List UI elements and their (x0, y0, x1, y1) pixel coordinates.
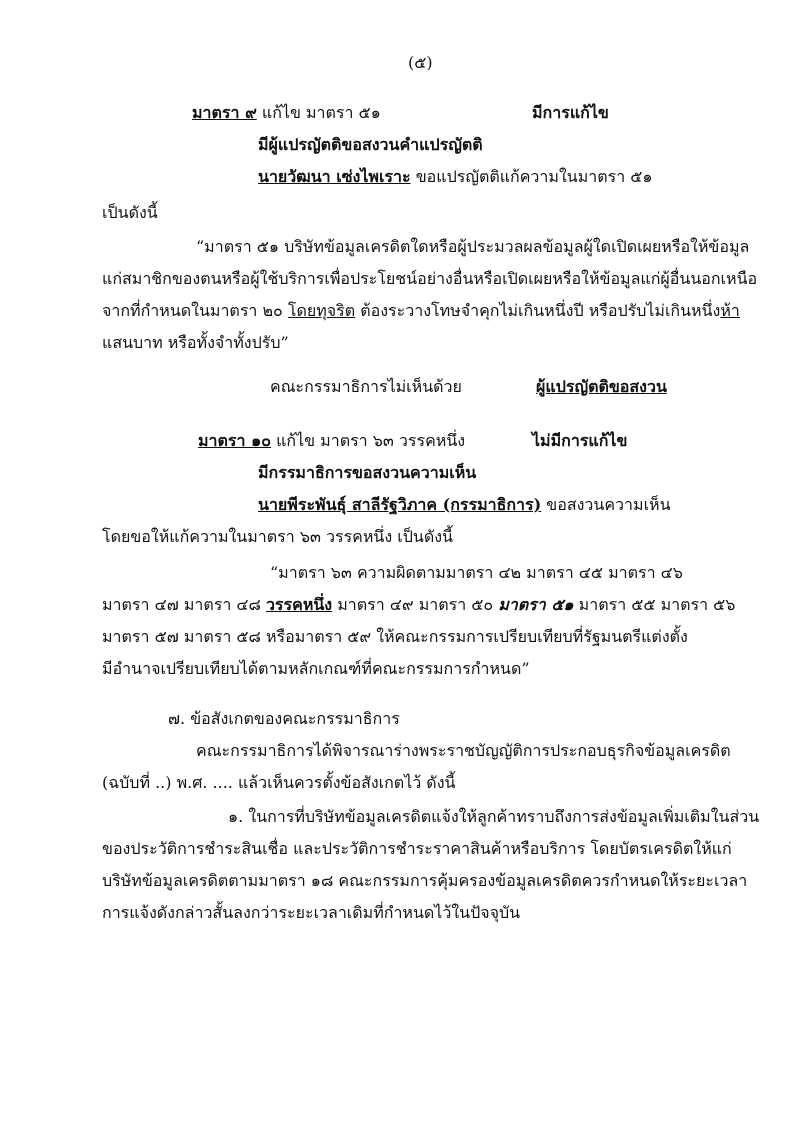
sec10-person-line (258, 494, 671, 516)
sec10-request: โดยขอให้แก้ความในมาตรา ๖๓ วรรคหนึ่ง เป็นดังนี้ (102, 527, 453, 546)
sec9-quote-line: “มาตรา ๕๑ บริษัทข้อมูลเครดิตใดหรือผู้ประมวลผลข้อมูลผู้ใดเปิดเผยหรือให้ข้อมูล (196, 237, 750, 256)
page-number: (๕) (408, 53, 433, 72)
sec10-person-suffix: ขอสงวนความเห็น (546, 495, 671, 514)
sec7-intro: คณะกรรมาธิการได้พิจารณาร่างพระราชบัญญัติการประกอบธุรกิจข้อมูลเครดิต (196, 741, 731, 760)
quote-struck: มาตรา ๕๑ (498, 595, 574, 614)
sec9-committee-right: ผู้แปรญัตติขอสงวน (536, 377, 667, 396)
sec9-reservation: มีผู้แปรญัตติขอสงวนคำแปรญัตติ (258, 135, 483, 154)
sec9-label: มาตรา ๙ (192, 103, 257, 122)
sec7-intro: (ฉบับที่ ..) พ.ศ. .... แล้วเห็นควรตั้งข้อสังเกตไว้ ดังนี้ (102, 773, 456, 792)
quote-text: มาตรา ๔๙ มาตรา ๕๐ (332, 595, 499, 614)
sec7-heading: ๗. ข้อสังเกตของคณะกรรมาธิการ (168, 709, 400, 728)
sec7-item-line: ๑. ในการที่บริษัทข้อมูลเครดิตแจ้งให้ลูกค้าทราบถึงการส่งข้อมูลเพิ่มเติมในส่วน (228, 807, 760, 826)
sec10-status: ไม่มีการแก้ไข (532, 431, 628, 450)
sec7-item-line: บริษัทข้อมูลเครดิตตามมาตรา ๑๘ คณะกรรมการคุ้มครองข้อมูลเครดิตควรกำหนดให้ระยะเวลา (102, 871, 748, 890)
sec9-quote-line: แก่สมาชิกของตนหรือผู้ใช้บริการเพื่อประโยชน์อย่างอื่นหรือเปิดเผยหรือให้ข้อมูลแก่ผู้อื่นนอกเหนือ (102, 269, 758, 288)
sec10-quote-line: มาตรา ๕๗ มาตรา ๕๘ หรือมาตรา ๕๙ ให้คณะกรรมการเปรียบเทียบที่รัฐมนตรีแต่งตั้ง (102, 627, 688, 646)
quote-underlined: วรรคหนึ่ง (265, 595, 333, 614)
sec9-as-follows: เป็นดังนี้ (102, 203, 158, 222)
sec7-item-line: ของประวัติการชำระสินเชื่อ และประวัติการชำระราคาสินค้าหรือบริการ โดยบัตรเครดิตให้แก่ (102, 839, 732, 858)
sec10-person: นายพีระพันธุ์ สาลีรัฐวิภาค (กรรมาธิการ) (258, 495, 542, 514)
sec9-header (192, 102, 381, 124)
sec9-committee: คณะกรรมาธิการไม่เห็นด้วย (270, 377, 462, 396)
quote-text: จากที่กำหนดในมาตรา ๒๐ (102, 301, 283, 320)
sec9-person-suffix: ขอแปรญัตติแก้ความในมาตรา ๕๑ (415, 167, 653, 186)
sec10-header (198, 430, 465, 452)
sec10-reservation: มีกรรมาธิการขอสงวนความเห็น (258, 463, 477, 482)
quote-underlined: โดยทุจริต (287, 301, 356, 320)
sec9-quote-line (102, 300, 740, 322)
sec9-person-line (258, 166, 653, 188)
quote-text: มาตรา ๕๕ มาตรา ๕๖ (573, 595, 736, 614)
sec10-quote-line: “มาตรา ๖๓ ความผิดตามมาตรา ๔๒ มาตรา ๔๕ มาตรา ๔๖ (270, 563, 683, 582)
sec9-status: มีการแก้ไข (532, 103, 609, 122)
quote-underlined: ห้า (720, 301, 740, 320)
sec10-quote-line: มีอำนาจเปรียบเทียบได้ตามหลักเกณฑ์ที่คณะกรรมการกำหนด” (102, 659, 530, 678)
sec9-person: นายวัฒนา เซ่งไพเราะ (258, 167, 411, 186)
quote-text: มาตรา ๔๗ มาตรา ๔๘ (102, 595, 266, 614)
sec10-label: มาตรา ๑๐ (198, 431, 271, 450)
sec9-amend: แก้ไข มาตรา ๕๑ (261, 103, 381, 122)
quote-text: ต้องระวางโทษจำคุกไม่เกินหนึ่งปี หรือปรับไม่เกินหนึ่ง (355, 301, 721, 320)
sec10-amend: แก้ไข มาตรา ๖๓ วรรคหนึ่ง (276, 431, 466, 450)
sec7-item-line: การแจ้งดังกล่าวสั้นลงกว่าระยะเวลาเดิมที่กำหนดไว้ในปัจจุบัน (102, 903, 521, 922)
sec10-quote-line (102, 594, 735, 616)
sec9-quote-line: แสนบาท หรือทั้งจำทั้งปรับ” (102, 333, 289, 352)
